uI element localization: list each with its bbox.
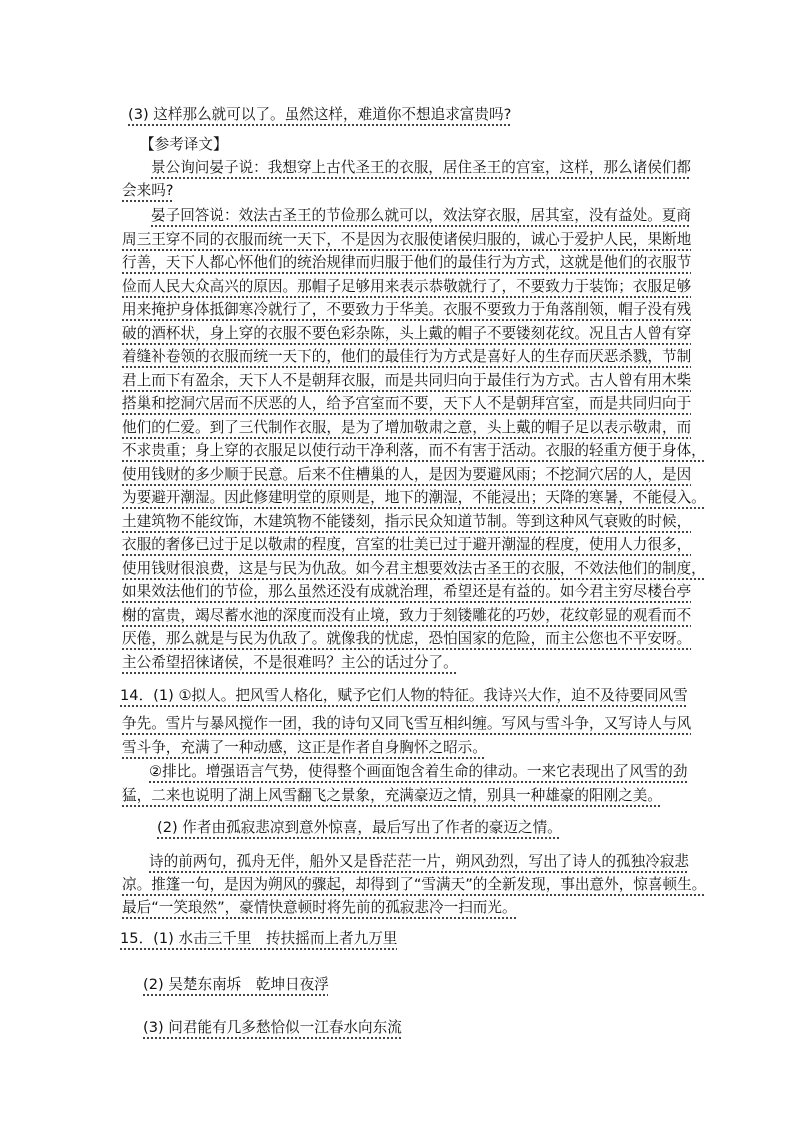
q15-item-3: (3) 问君能有几多愁恰似一江春水向东流 — [143, 1019, 402, 1036]
translation-line: 行善，天下人都心怀他们的统治规律而归服于他们的最佳行为方式，这就是他们的衣服节 — [122, 254, 692, 271]
translation-line: 搭巢和挖洞穴居而不厌恶的人，给予宫室而不要，天下人不是朝拜宫室，而是共同归向于 — [122, 395, 692, 412]
translation-line: 使用钱财很浪费，这是与民为仇敌。如今君主想要效法古圣王的衣服，不效法他们的制度， — [122, 560, 706, 577]
translation-line: 会来吗? — [122, 182, 174, 199]
q13-item-3: (3) 这样那么就可以了。虽然这样，难道你不想追求富贵吗? — [128, 106, 512, 123]
q14-line: 雪斗争，充满了一种动感，这正是作者自身胸怀之昭示。 — [122, 739, 487, 756]
translation-line: 衣服的奢侈已过于足以敬肃的程度，宫室的壮美已过于避开潮湿的程度，使用人力很多， — [122, 536, 692, 553]
q15-item-2: (2) 吴楚东南坼 乾坤日夜浮 — [143, 976, 329, 993]
translation-line: 君上而下有盈余，天下人不是朝拜衣服，而是共同归向于最佳行为方式。古人曾有用木柴 — [122, 372, 692, 389]
q14-line: ②排比。增强语言气势，使得整个画面饱含着生命的律动。一来它表现出了风雪的劲 — [149, 763, 688, 780]
q14-line: 猛，二来也说明了湖上风雪翻飞之景象，充满豪迈之情，别具一种雄豪的阳刚之美。 — [122, 787, 662, 804]
q14-line: 14．(1) ①拟人。把风雪人格化，赋予它们人物的特征。我诗兴大作，迫不及待要同风雪 — [120, 687, 688, 704]
q14-line: 最后“一笑琅然”，豪情快意顿时将先前的孤寂悲冷一扫而光。 — [122, 899, 517, 916]
q15-item-1: 15．(1) 水击三千里 抟扶摇而上者九万里 — [120, 930, 398, 947]
translation-line: 不求贵重；身上穿的衣服足以使行动干净利落，而不有害于活动。衣服的轻重方便于身体， — [122, 442, 706, 459]
translation-line: 主公希望招徕诸侯，不是很难吗？主公的话过分了。 — [122, 654, 458, 671]
translation-line: 着缝补卷领的衣服而统一天下的，他们的最佳行为方式是喜好人的生存而厌恶杀戮，节制 — [122, 348, 692, 365]
translation-line: 使用钱财的多少顺于民意。后来不住槽巢的人，是因为要避风雨；不挖洞穴居的人，是因 — [122, 466, 692, 483]
q14-line: 争先。雪片与暴风搅作一团，我的诗句又同飞雪互相纠缠。写风与雪斗争，又写诗人与风 — [122, 715, 692, 732]
translation-line: 土建筑物不能纹饰，木建筑物不能镂刻，指示民众知道节制。等到这种风气衰败的时候， — [122, 513, 692, 530]
q14-line: 诗的前两句，孤舟无伴，船外又是昏茫茫一片，朔风劲烈，写出了诗人的孤独冷寂悲 — [149, 853, 689, 870]
translation-line: 俭而人民大众高兴的原因。那帽子足够用来表示恭敬就行了，不要致力于装饰；衣服足够 — [122, 278, 692, 295]
translation-line: 榭的富贵，竭尽蓄水池的深度而没有止境，致力于刻镂雕花的巧妙，花纹彰显的观看而不 — [122, 607, 692, 624]
q14-line: (2) 作者由孤寂悲凉到意外惊喜，最后写出了作者的豪迈之情。 — [157, 819, 562, 836]
translation-line: 周三王穿不同的衣服而统一天下，不是因为衣服使诸侯归服的，诚心于爱护人民，果断地 — [122, 231, 692, 248]
translation-line: 用来掩护身体抵御寒冷就行了，不要致力于华美。衣服不要致力于角落削领，帽子没有残 — [122, 301, 692, 318]
translation-line: 如果效法他们的节俭，那么虽然还没有成就治理，希望还是有益的。如今君主穷尽楼台亭 — [122, 583, 692, 600]
translation-line: 为要避开潮湿。因此修建明堂的原则是，地下的潮湿，不能浸出；天降的寒暑，不能侵入。 — [122, 489, 706, 506]
translation-line: 破的酒杯状，身上穿的衣服不要色彩杂陈，头上戴的帽子不要镂刻花纹。况且古人曾有穿 — [122, 325, 692, 342]
translation-line: 景公询问晏子说：我想穿上古代圣王的衣服，居住圣王的宫室，这样，那么诸侯们都 — [151, 159, 691, 176]
translation-heading: 【参考译文】 — [140, 136, 228, 153]
translation-line: 他们的仁爱。到了三代制作衣服，是为了增加敬肃之意，头上戴的帽子足以表示敬肃，而 — [122, 419, 692, 436]
translation-line: 厌倦，那么就是与民为仇敌了。就像我的忧虑，恐怕国家的危险，而主公您也不平安呀。 — [122, 630, 692, 647]
translation-line: 晏子回答说：效法古圣王的节俭那么就可以，效法穿衣服，居其室，没有益处。夏商 — [151, 207, 691, 224]
q14-line: 凉。推篷一句，是因为朔风的骤起，却得到了“雪满天”的全新发现，事出意外，惊喜顿生。 — [122, 876, 707, 893]
